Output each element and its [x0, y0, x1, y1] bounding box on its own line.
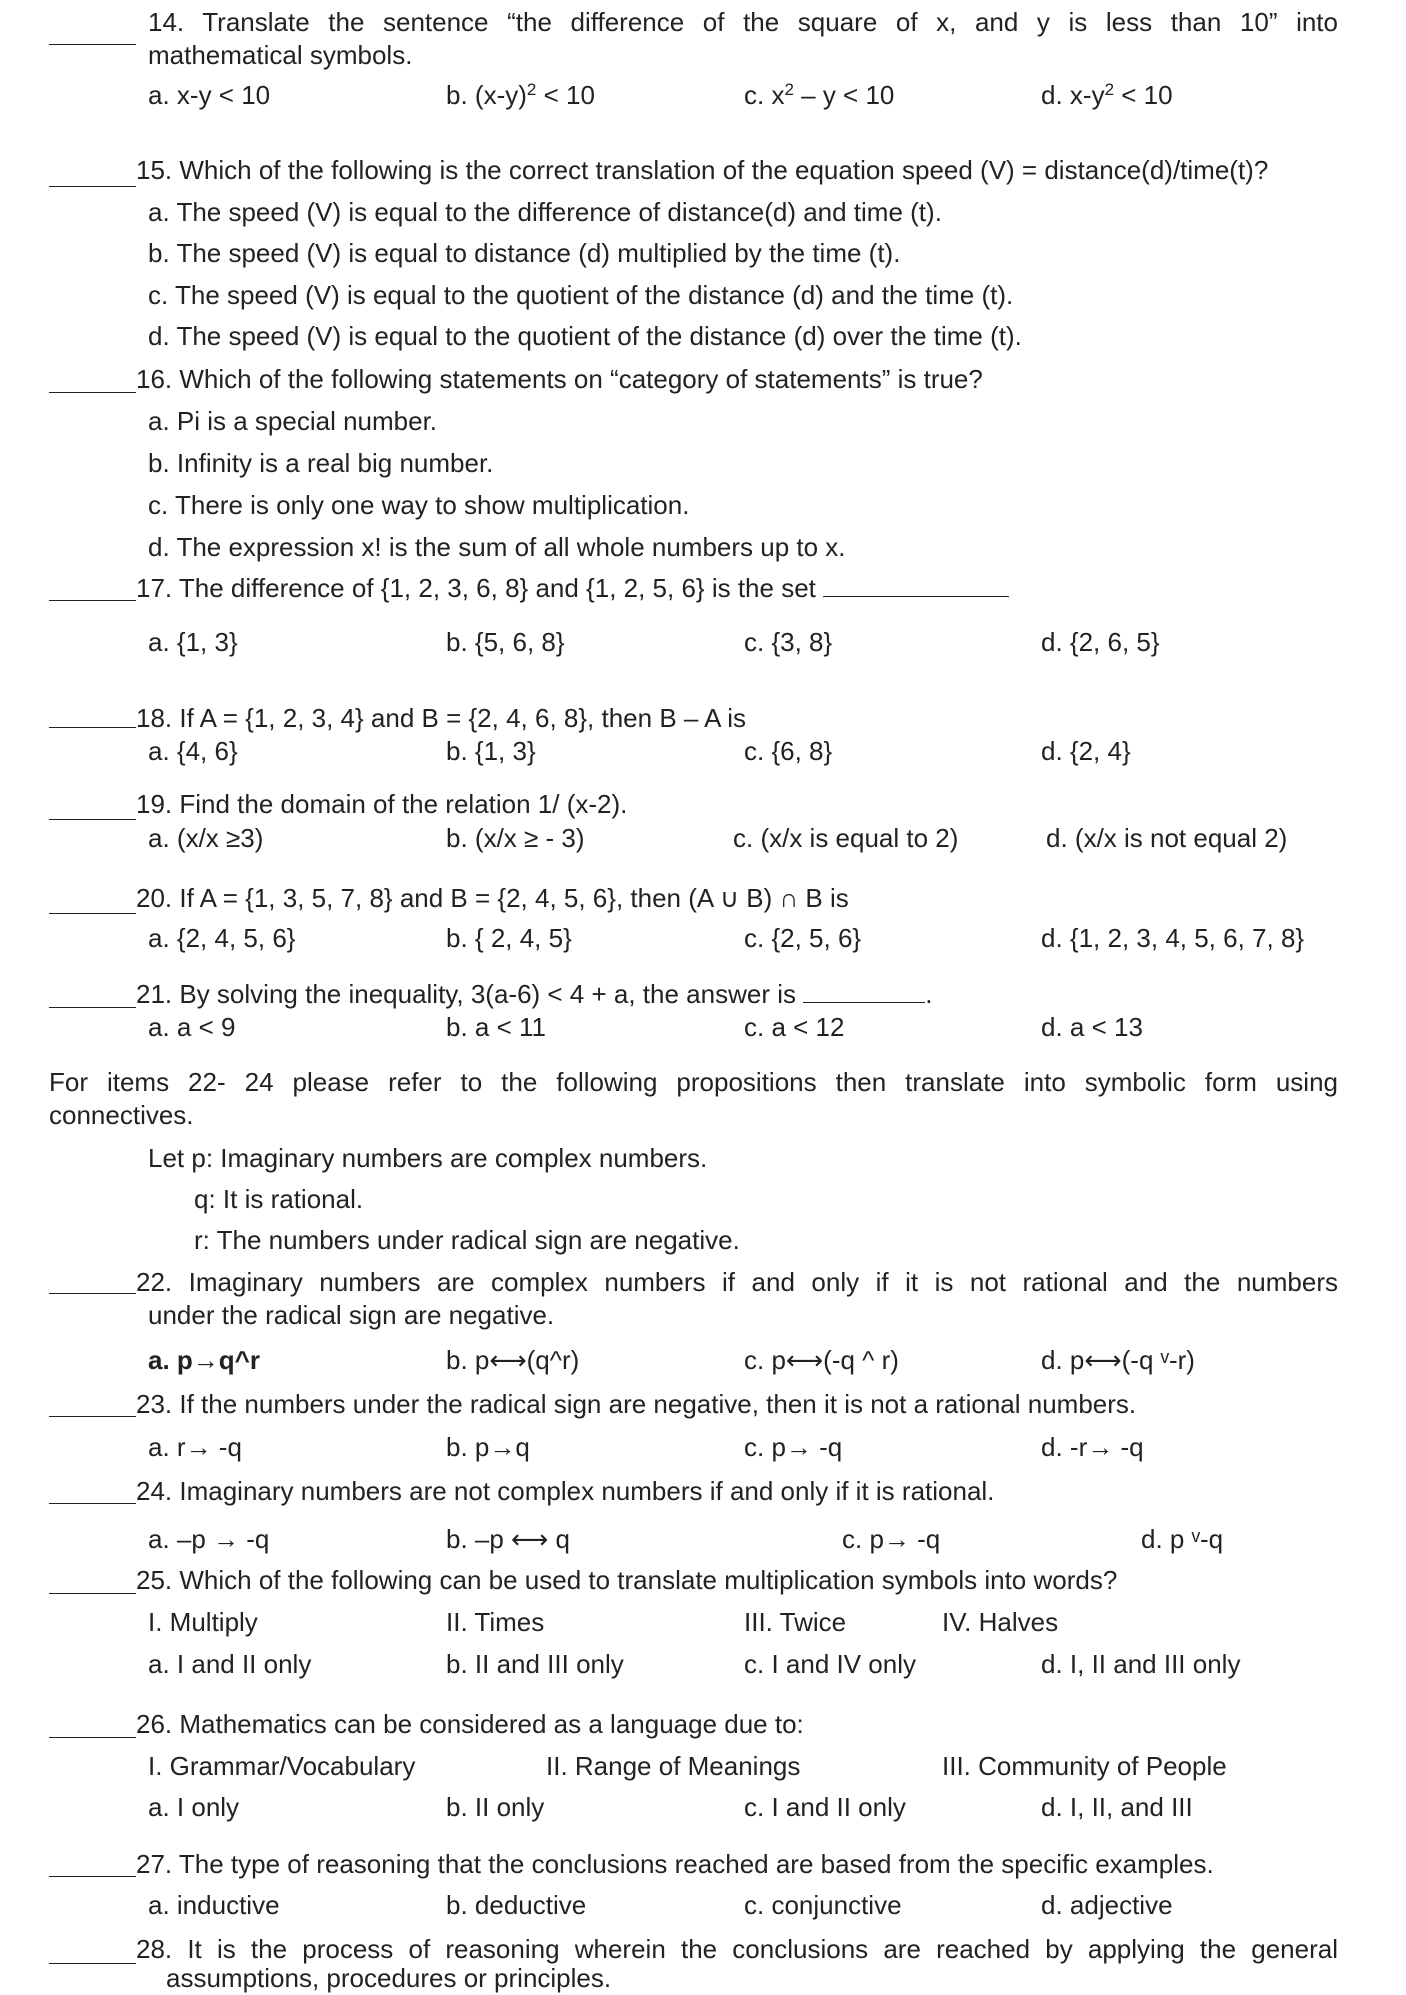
question-15-stem: 15. Which of the following is the correct translation of the equation speed (V) = distance(d)/time(t)?: [136, 155, 1269, 185]
q25-option-d[interactable]: d. I, II and III only: [1041, 1649, 1241, 1679]
q24-option-d[interactable]: d. p ᵛ-q: [1141, 1524, 1224, 1554]
answer-blank-17[interactable]: [49, 600, 136, 601]
q27-option-c[interactable]: c. conjunctive: [744, 1890, 902, 1920]
q19-option-d[interactable]: d. (x/x is not equal 2): [1046, 823, 1288, 853]
q26-item-1: I. Grammar/Vocabulary: [148, 1751, 416, 1781]
answer-blank-16[interactable]: [49, 392, 136, 393]
q23-option-b[interactable]: b. p→q: [446, 1432, 530, 1462]
answer-blank-20[interactable]: [49, 913, 136, 914]
q19-option-b[interactable]: b. (x/x ≥ - 3): [446, 823, 585, 853]
q27-option-b[interactable]: b. deductive: [446, 1890, 587, 1920]
question-22-stem: 22. Imaginary numbers are complex numbers if and only if it is not rational and the numbers: [136, 1267, 1338, 1297]
q17-option-b[interactable]: b. {5, 6, 8}: [446, 627, 565, 657]
q25-item-4: IV. Halves: [942, 1607, 1059, 1637]
q21-fill-blank[interactable]: [803, 1002, 925, 1003]
answer-blank-18[interactable]: [49, 727, 136, 728]
answer-blank-28[interactable]: [49, 1963, 136, 1964]
answer-blank-25[interactable]: [49, 1593, 136, 1594]
q19-option-a[interactable]: a. (x/x ≥3): [148, 823, 264, 853]
question-16-stem: 16. Which of the following statements on “category of statements” is true?: [136, 364, 983, 394]
q24-option-a[interactable]: a. –p → -q: [148, 1524, 270, 1554]
q26-item-2: II. Range of Meanings: [546, 1751, 801, 1781]
q20-option-c[interactable]: c. {2, 5, 6}: [744, 923, 862, 953]
proposition-q: q: It is rational.: [194, 1184, 364, 1214]
q26-option-b[interactable]: b. II only: [446, 1792, 545, 1822]
q14-option-d[interactable]: d. $x-y^2 < 10$: [1041, 80, 1173, 110]
q20-option-d[interactable]: d. {1, 2, 3, 4, 5, 6, 7, 8}: [1041, 923, 1305, 953]
q18-option-a[interactable]: a. {4, 6}: [148, 736, 238, 766]
question-28-stem-cont: assumptions, procedures or principles.: [166, 1963, 612, 1993]
question-14-stem-cont: mathematical symbols.: [148, 40, 413, 70]
question-19-stem: 19. Find the domain of the relation 1/ (x-2).: [136, 789, 628, 819]
q20-option-b[interactable]: b. { 2, 4, 5}: [446, 923, 572, 953]
q27-option-d[interactable]: d. adjective: [1041, 1890, 1173, 1920]
q19-option-c[interactable]: c. (x/x is equal to 2): [733, 823, 959, 853]
q25-option-b[interactable]: b. II and III only: [446, 1649, 624, 1679]
q23-option-a[interactable]: a. r→ -q: [148, 1432, 242, 1462]
answer-blank-26[interactable]: [49, 1737, 136, 1738]
answer-blank-22[interactable]: [49, 1293, 136, 1294]
q17-option-a[interactable]: a. {1, 3}: [148, 627, 238, 657]
question-26-stem: 26. Mathematics can be considered as a language due to:: [136, 1709, 804, 1739]
q16-option-b[interactable]: b. Infinity is a real big number.: [148, 448, 494, 478]
q14-option-c[interactable]: c. $x^2 - y < 10$: [744, 80, 895, 110]
q22-option-a[interactable]: a. p→q^r: [148, 1345, 260, 1375]
q26-item-3: III. Community of People: [942, 1751, 1227, 1781]
q14-option-b[interactable]: b. $(x-y)^2 < 10$: [446, 80, 595, 110]
q21-option-c[interactable]: c. a < 12: [744, 1012, 845, 1042]
q14-option-a[interactable]: a. x-y < 10: [148, 80, 271, 110]
question-25-stem: 25. Which of the following can be used to translate multiplication symbols into words?: [136, 1565, 1118, 1595]
q18-option-c[interactable]: c. {6, 8}: [744, 736, 833, 766]
q21-option-a[interactable]: a. a < 9: [148, 1012, 236, 1042]
q25-option-a[interactable]: a. I and II only: [148, 1649, 312, 1679]
q20-option-a[interactable]: a. {2, 4, 5, 6}: [148, 923, 296, 953]
question-28-stem: 28. It is the process of reasoning wherein the conclusions are reached by applying the general: [136, 1934, 1338, 1964]
items-22-24-instructions: For items 22- 24 please refer to the following propositions then translate into symbolic form using: [49, 1067, 1338, 1097]
question-24-stem: 24. Imaginary numbers are not complex numbers if and only if it is rational.: [136, 1476, 995, 1506]
q17-fill-blank[interactable]: [823, 596, 1009, 597]
q15-option-c[interactable]: c. The speed (V) is equal to the quotient of the distance (d) and the time (t).: [148, 280, 1014, 310]
answer-blank-24[interactable]: [49, 1503, 136, 1504]
question-27-stem: 27. The type of reasoning that the conclusions reached are based from the specific examples.: [136, 1849, 1214, 1879]
q15-option-a[interactable]: a. The speed (V) is equal to the difference of distance(d) and time (t).: [148, 197, 942, 227]
q27-option-a[interactable]: a. inductive: [148, 1890, 280, 1920]
answer-blank-15[interactable]: [49, 186, 136, 187]
q15-option-d[interactable]: d. The speed (V) is equal to the quotient of the distance (d) over the time (t).: [148, 321, 1022, 351]
q18-option-d[interactable]: d. {2, 4}: [1041, 736, 1131, 766]
question-18-stem: 18. If A = {1, 2, 3, 4} and B = {2, 4, 6, 8}, then B – A is: [136, 703, 747, 733]
q25-item-3: III. Twice: [744, 1607, 847, 1637]
q17-option-c[interactable]: c. {3, 8}: [744, 627, 833, 657]
q25-item-2: II. Times: [446, 1607, 545, 1637]
question-17-stem: 17. The difference of {1, 2, 3, 6, 8} and {1, 2, 5, 6} is the set: [136, 572, 1009, 605]
answer-blank-19[interactable]: [49, 819, 136, 820]
question-21-stem: 21. By solving the inequality, 3(a-6) < 4 + a, the answer is .: [136, 979, 933, 1009]
q23-option-d[interactable]: d. -r→ -q: [1041, 1432, 1144, 1462]
answer-blank-27[interactable]: [49, 1876, 136, 1877]
question-22-stem-cont: under the radical sign are negative.: [148, 1300, 555, 1330]
q22-option-d[interactable]: d. p⟷(-q ᵛ-r): [1041, 1345, 1195, 1375]
q26-option-a[interactable]: a. I only: [148, 1792, 240, 1822]
q25-option-c[interactable]: c. I and IV only: [744, 1649, 916, 1679]
q21-option-d[interactable]: d. a < 13: [1041, 1012, 1143, 1042]
q21-option-b[interactable]: b. a < 11: [446, 1012, 546, 1042]
proposition-r: r: The numbers under radical sign are negative.: [194, 1225, 740, 1255]
q16-option-c[interactable]: c. There is only one way to show multiplication.: [148, 490, 690, 520]
q17-option-d[interactable]: d. {2, 6, 5}: [1041, 627, 1160, 657]
question-23-stem: 23. If the numbers under the radical sign are negative, then it is not a rational numbers.: [136, 1389, 1137, 1419]
q16-option-a[interactable]: a. Pi is a special number.: [148, 406, 438, 436]
q22-option-c[interactable]: c. p⟷(-q ^ r): [744, 1345, 899, 1375]
question-20-stem: 20. If A = {1, 3, 5, 7, 8} and B = {2, 4, 5, 6}, then (A ∪ B) ∩ B is: [136, 883, 849, 913]
q25-item-1: I. Multiply: [148, 1607, 258, 1637]
q15-option-b[interactable]: b. The speed (V) is equal to distance (d) multiplied by the time (t).: [148, 238, 901, 268]
q26-option-d[interactable]: d. I, II, and III: [1041, 1792, 1193, 1822]
answer-blank-23[interactable]: [49, 1416, 136, 1417]
q26-option-c[interactable]: c. I and II only: [744, 1792, 906, 1822]
answer-blank-21[interactable]: [49, 1007, 136, 1008]
q23-option-c[interactable]: c. p→ -q: [744, 1432, 843, 1462]
q18-option-b[interactable]: b. {1, 3}: [446, 736, 536, 766]
question-14-stem: 14. Translate the sentence “the difference of the square of x, and y is less than 10” into: [148, 7, 1338, 37]
q16-option-d[interactable]: d. The expression x! is the sum of all whole numbers up to x.: [148, 532, 846, 562]
q22-option-b[interactable]: b. p⟷(q^r): [446, 1345, 580, 1375]
proposition-p: Let p: Imaginary numbers are complex numbers.: [148, 1143, 708, 1173]
answer-blank-14[interactable]: [49, 44, 136, 45]
q24-option-b[interactable]: b. –p ⟷ q: [446, 1524, 571, 1554]
q24-option-c[interactable]: c. p→ -q: [842, 1524, 941, 1554]
items-22-24-instructions-cont: connectives.: [49, 1100, 194, 1130]
